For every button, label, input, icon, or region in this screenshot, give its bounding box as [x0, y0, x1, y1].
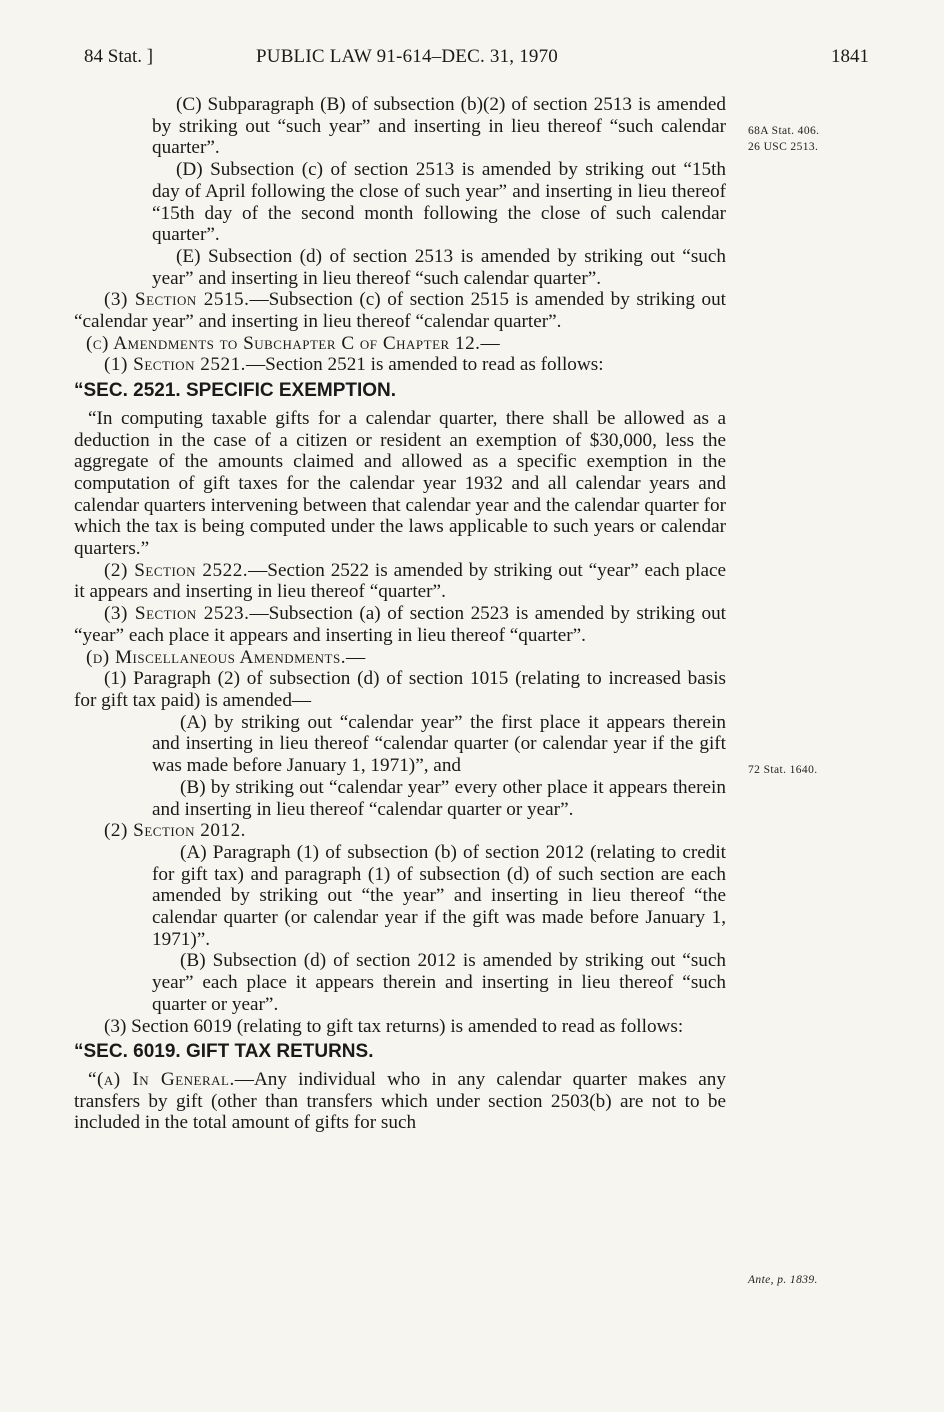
paragraph-section-2523: (3) Section 2523.—Subsection (a) of section 2523 is amended by striking out “year” each place it appears and inserting in lieu thereof “quarter”. — [74, 603, 726, 646]
paragraph-e: (E) Subsection (d) of section 2513 is amended by striking out “such year” and inserting in lieu thereof “such calendar quarter”. — [152, 245, 726, 289]
document-body — [74, 94, 726, 1134]
heading-sec-2521: “SEC. 2521. SPECIFIC EXEMPTION. — [74, 380, 397, 402]
header-page-number: 1841 — [831, 46, 869, 67]
paragraph-c: (C) Subparagraph (B) of subsection (b)(2) of section 2513 is amended by striking out “such year” and inserting in lieu thereof “such calendar quarter”. — [152, 94, 726, 159]
margin-note-ante: Ante, p. 1839. — [748, 1274, 818, 1286]
margin-note-stat-1640: 72 Stat. 1640. — [748, 764, 818, 776]
paragraph-section-2522: (2) Section 2522.—Section 2522 is amended by striking out “year” each place it appears and inserting in lieu thereof “quarter”. — [74, 559, 726, 603]
header-title: PUBLIC LAW 91-614–DEC. 31, 1970 — [256, 46, 558, 67]
heading-sec-6019: “SEC. 6019. GIFT TAX RETURNS. — [74, 1041, 374, 1063]
paragraph-section-2012: (2) Section 2012. — [104, 820, 246, 842]
paragraph-specific-exemption: “In computing taxable gifts for a calendar quarter, there shall be allowed as a deduction in the case of a citizen or resident an exemption of $30,000, less the aggregate of the amounts claimed and allowed as a specific exemption in the computation of gift taxes for the calendar year 1932 and all calendar years and calendar quarters intervening between that calendar year and the calendar quarter for which the tax is being computed under the laws applicable to such years or calendar quarters.” — [74, 407, 726, 560]
paragraph-section-6019: (3) Section 6019 (relating to gift tax returns) is amended to read as follows: — [104, 1015, 684, 1037]
header-statute-ref: 84 Stat. ] — [84, 46, 154, 67]
paragraph-2012-b: (B) Subsection (d) of section 2012 is amended by striking out “such year” each place it appears therein and inserting in lieu thereof “such quarter or year”. — [152, 950, 726, 1015]
paragraph-section-2521: (1) Section 2521.—Section 2521 is amended to read as follows: — [104, 354, 604, 376]
paragraph-1015-a: (A) by striking out “calendar year” the first place it appears therein and inserting in lieu thereof “calendar quarter (or calendar year if the gift was made before January 1, 1971)”, and — [152, 711, 726, 777]
margin-note-stat-406: 68A Stat. 406. 26 USC 2513. — [748, 125, 820, 153]
paragraph-subchapter-c: (c) Amendments to Subchapter C of Chapter 12.— — [86, 332, 500, 354]
paragraph-1015-b: (B) by striking out “calendar year” every other place it appears therein and inserting in lieu thereof “calendar quarter or year”. — [152, 776, 726, 820]
paragraph-d: (D) Subsection (c) of section 2513 is amended by striking out “15th day of April following the close of such year” and inserting in lieu thereof “15th day of the second month following the close of such calendar quarter”. — [152, 159, 726, 246]
paragraph-section-1015: (1) Paragraph (2) of subsection (d) of section 1015 (relating to increased basis for gift tax paid) is amended— — [74, 668, 726, 711]
paragraph-6019-a: “(a) In General.—Any individual who in any calendar quarter makes any transfers by gift (other than transfers which under section 2503(b) are not to be included in the total amount of gifts for such — [74, 1068, 726, 1134]
paragraph-misc-amendments: (d) Miscellaneous Amendments.— — [86, 646, 366, 668]
paragraph-section-2515: (3) Section 2515.—Subsection (c) of section 2515 is amended by striking out “calendar year” and inserting in lieu thereof “calendar quarter”. — [74, 289, 726, 333]
page-header — [0, 46, 944, 76]
paragraph-2012-a: (A) Paragraph (1) of subsection (b) of section 2012 (relating to credit for gift tax) and paragraph (1) of subsection (d) of such section are each amended by striking out “the year” and inserting in lieu thereof “the calendar quarter (or calendar year if the gift was made before January 1, 1971)”. — [152, 841, 726, 950]
